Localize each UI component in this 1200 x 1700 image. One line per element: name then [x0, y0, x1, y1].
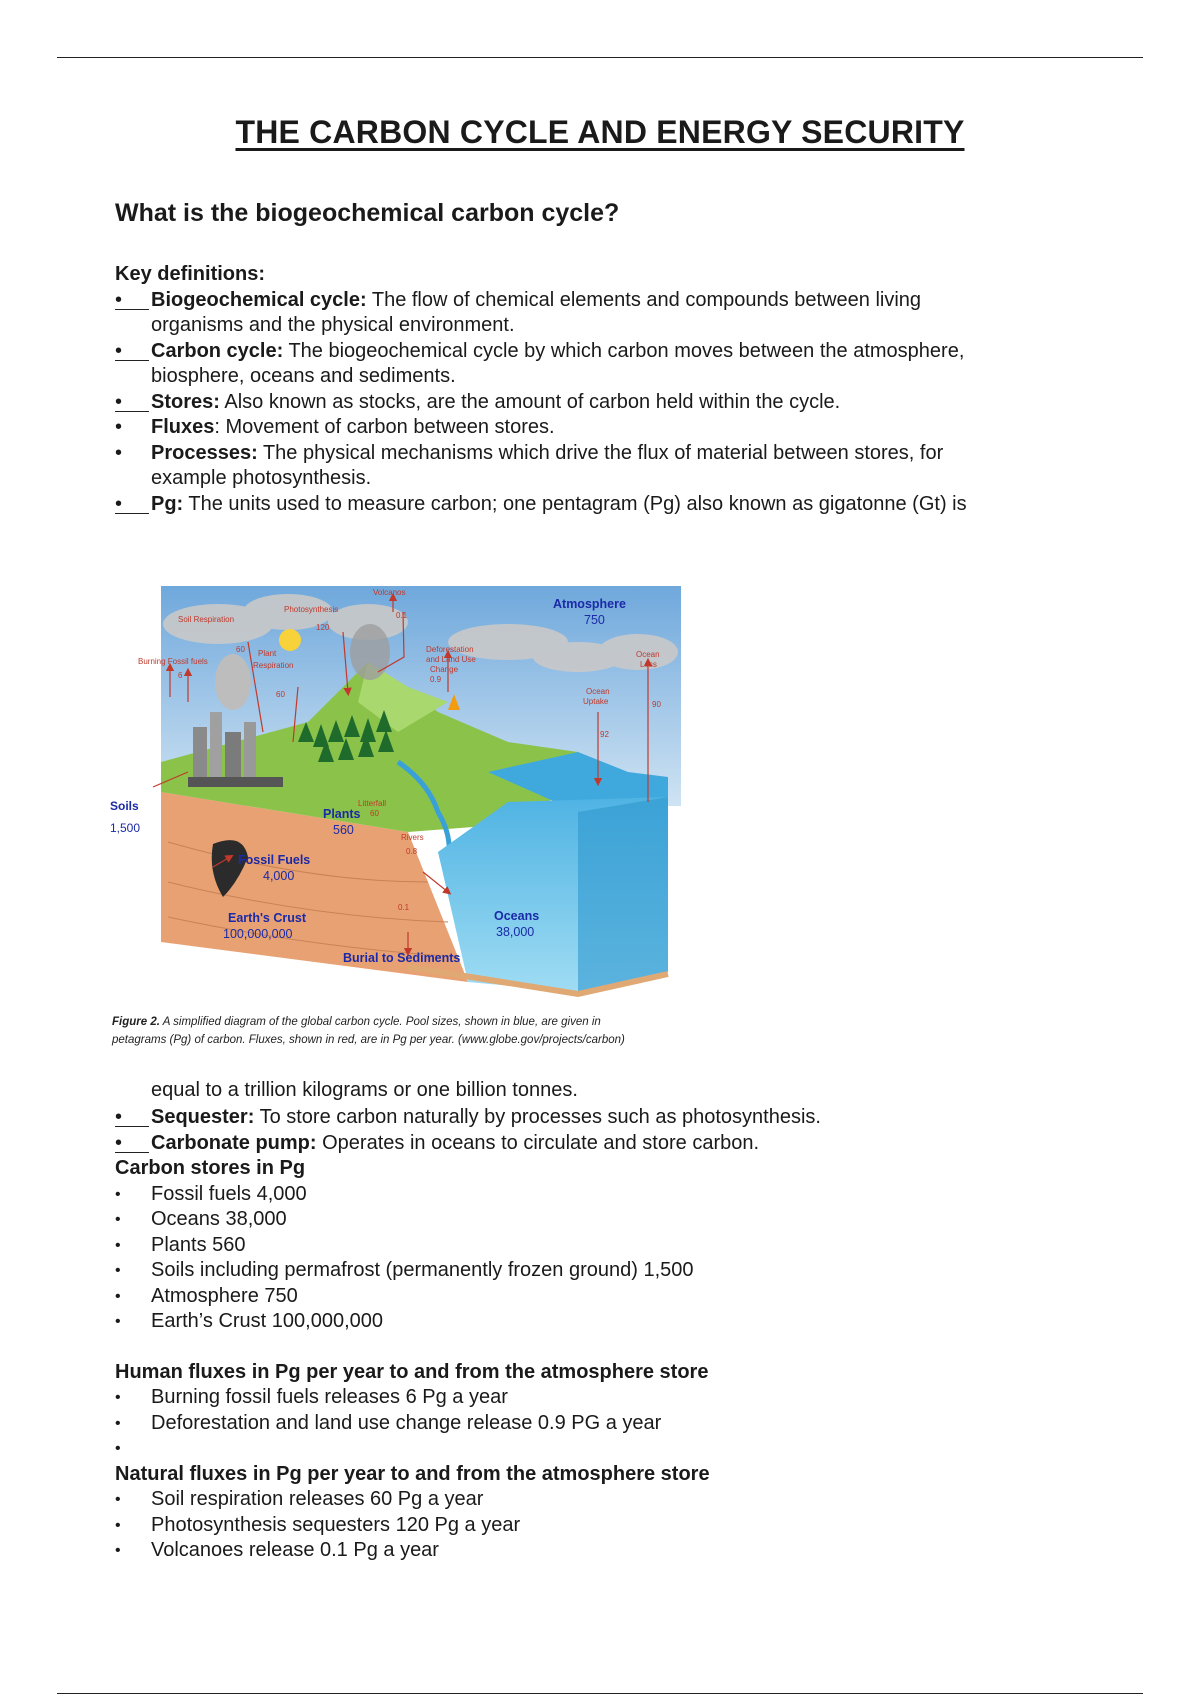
bullet-icon: •	[115, 390, 149, 412]
definition-item	[115, 288, 1115, 339]
bullet-icon: •	[115, 1313, 121, 1330]
definition-text: The units used to measure carbon; one pentagram (Pg) also known as gigatonne (Gt) is	[183, 492, 967, 515]
natural-flux-text: Photosynthesis sequesters 120 Pg a year	[151, 1513, 521, 1536]
label-burial-value: 0.1	[398, 903, 410, 912]
label-photosynthesis-value: 120	[316, 623, 330, 632]
ocean-side	[578, 797, 668, 992]
label-soil-respiration: Soil Respiration	[178, 615, 235, 624]
human-flux-item	[115, 1385, 1115, 1411]
figure-caption-text: A simplified diagram of the global carbon cycle. Pool sizes, shown in blue, are given in	[159, 1016, 601, 1028]
label-burning-value: 6	[178, 671, 183, 680]
natural-flux-text: Volcanoes release 0.1 Pg a year	[151, 1539, 439, 1561]
definition-text: Operates in oceans to circulate and store carbon.	[316, 1131, 760, 1154]
label-volcanos-value: 0.1	[396, 611, 408, 620]
store-text: Oceans 38,000	[151, 1208, 287, 1230]
label-volcanos: Volcanos	[373, 588, 406, 597]
store-text: Fossil fuels 4,000	[151, 1182, 307, 1205]
human-flux-item	[115, 1411, 1115, 1437]
bullet-icon: •	[115, 1491, 121, 1508]
label-ocean-loss-1: Ocean	[636, 650, 660, 659]
human-flux-text: Burning fossil fuels releases 6 Pg a year	[151, 1386, 508, 1408]
definitions-block	[115, 262, 1115, 517]
definition-item	[115, 1105, 1115, 1131]
store-item	[115, 1258, 1115, 1284]
bullet-icon: •	[115, 1236, 121, 1254]
label-soils: Soils	[110, 799, 139, 813]
definition-text-cont: biosphere, oceans and sediments.	[151, 365, 456, 387]
bullet-icon: •	[115, 1414, 121, 1432]
definition-continuation: equal to a trillion kilograms or one billion tonnes.	[151, 1079, 578, 1101]
store-text: Atmosphere 750	[151, 1284, 298, 1307]
definition-text-cont: organisms and the physical environment.	[151, 314, 515, 336]
store-item	[115, 1233, 1115, 1259]
bullet-icon: •	[115, 1516, 121, 1534]
definition-term: Carbon cycle:	[151, 339, 284, 362]
definition-term: Carbonate pump:	[151, 1131, 317, 1154]
label-burning-fossil-fuels: Burning Fossil fuels	[138, 657, 208, 666]
label-earths-crust-value: 100,000,000	[223, 927, 293, 941]
label-change: Change	[430, 665, 459, 674]
label-atmosphere-value: 750	[584, 613, 605, 627]
bullet-icon: •	[115, 1542, 121, 1559]
label-litterfall-value: 60	[370, 809, 379, 818]
human-fluxes-heading: Human fluxes in Pg per year to and from the atmosphere store	[115, 1360, 709, 1383]
bullet-icon: •	[115, 1440, 121, 1457]
store-item	[115, 1207, 1115, 1233]
definition-term: Pg:	[151, 492, 184, 515]
definition-item	[115, 492, 1115, 518]
definition-text: : Movement of carbon between stores.	[214, 416, 555, 438]
label-soils-value: 1,500	[110, 821, 141, 835]
natural-fluxes-heading: Natural fluxes in Pg per year to and from the atmosphere store	[115, 1462, 710, 1485]
human-flux-item	[115, 1436, 1115, 1462]
label-soil-respiration-value: 60	[236, 645, 245, 654]
definitions-more-block	[115, 1105, 1115, 1564]
figure-caption-text-cont: petagrams (Pg) of carbon. Fluxes, shown in red, are in Pg per year. (www.globe.gov/projects/carbon)	[112, 1034, 625, 1046]
label-ocean-uptake-1: Ocean	[586, 687, 610, 696]
bullet-icon: •	[115, 1131, 149, 1153]
definition-item	[115, 1131, 1115, 1157]
carbon-cycle-diagram	[108, 582, 688, 1012]
label-earths-crust: Earth's Crust	[228, 911, 306, 925]
bullet-icon: •	[115, 1262, 121, 1279]
definition-term: Stores:	[151, 390, 220, 413]
figure-caption-label: Figure 2.	[112, 1016, 160, 1028]
definition-text: The biogeochemical cycle by which carbon moves between the atmosphere,	[283, 339, 965, 362]
volcano-smoke	[350, 624, 390, 680]
label-deforestation-value: 0.9	[430, 675, 442, 684]
bullet-icon: •	[115, 441, 123, 464]
store-text: Soils including permafrost (permanently frozen ground) 1,500	[151, 1259, 694, 1281]
label-photosynthesis: Photosynthesis	[284, 605, 339, 614]
label-ocean-uptake-value: 92	[600, 730, 609, 739]
definition-term: Processes:	[151, 441, 258, 464]
stores-heading: Carbon stores in Pg	[115, 1157, 306, 1179]
store-item	[115, 1309, 1115, 1335]
bullet-icon: •	[115, 1185, 121, 1203]
sun-icon	[279, 629, 301, 651]
label-ocean-uptake-2: Uptake	[583, 697, 609, 706]
label-oceans: Oceans	[494, 909, 540, 923]
bullet-icon: •	[115, 1389, 121, 1406]
bullet-icon: •	[115, 288, 149, 310]
bullet-icon: •	[115, 1105, 149, 1127]
bullet-icon: •	[115, 416, 123, 438]
definition-term: Biogeochemical cycle:	[151, 288, 367, 311]
bullet-icon: •	[115, 1287, 121, 1305]
label-fossil-fuels-value: 4,000	[263, 869, 295, 883]
label-plant: Plant	[258, 649, 277, 658]
definition-text: Also known as stocks, are the amount of carbon held within the cycle.	[219, 390, 841, 413]
store-item	[115, 1284, 1115, 1310]
definition-text: The physical mechanisms which drive the flux of material between stores, for	[257, 441, 944, 464]
top-rule	[57, 57, 1143, 58]
label-rivers: Rivers	[401, 833, 424, 842]
label-atmosphere: Atmosphere	[553, 597, 626, 611]
bullet-icon: •	[115, 492, 149, 514]
label-oceans-value: 38,000	[496, 925, 535, 939]
label-land-use: and Land Use	[426, 655, 476, 664]
label-plant-respiration-value: 60	[276, 690, 285, 699]
definition-term: Fluxes	[151, 416, 215, 438]
definition-term: Sequester:	[151, 1106, 255, 1128]
label-burial-to-sediments: Burial to Sediments	[343, 951, 461, 965]
definition-item	[115, 390, 1115, 416]
definition-text: To store carbon naturally by processes such as photosynthesis.	[254, 1106, 821, 1128]
figure-caption	[112, 1013, 732, 1049]
bullet-icon: •	[115, 339, 149, 361]
definition-item	[115, 339, 1115, 390]
label-respiration: Respiration	[253, 661, 294, 670]
store-text: Plants 560	[151, 1233, 246, 1256]
label-deforestation: Deforestation	[426, 645, 474, 654]
definition-text: The flow of chemical elements and compounds between living	[366, 288, 922, 311]
natural-flux-item	[115, 1513, 1115, 1539]
page-title: THE CARBON CYCLE AND ENERGY SECURITY	[235, 114, 965, 150]
label-ocean-loss-value: 90	[652, 700, 661, 709]
bullet-icon: •	[115, 1211, 121, 1228]
natural-flux-item	[115, 1487, 1115, 1513]
definitions-heading: Key definitions:	[115, 263, 266, 285]
human-flux-text: Deforestation and land use change release 0.9 PG a year	[151, 1411, 662, 1434]
label-rivers-value: 0.8	[406, 847, 418, 856]
definition-item	[115, 441, 1115, 492]
definition-text-cont: example photosynthesis.	[151, 467, 372, 489]
natural-flux-item	[115, 1538, 1115, 1564]
label-fossil-fuels: Fossil Fuels	[238, 853, 311, 867]
store-text: Earth’s Crust 100,000,000	[151, 1310, 384, 1332]
label-litterfall: Litterfall	[358, 799, 387, 808]
bottom-rule	[57, 1693, 1143, 1694]
definition-item	[115, 415, 1115, 441]
label-ocean-loss-2: Loss	[640, 660, 657, 669]
store-item	[115, 1182, 1115, 1208]
label-plants: Plants	[323, 807, 361, 821]
natural-flux-text: Soil respiration releases 60 Pg a year	[151, 1488, 484, 1510]
label-plants-value: 560	[333, 823, 354, 837]
section-question: What is the biogeochemical carbon cycle?	[115, 199, 620, 227]
